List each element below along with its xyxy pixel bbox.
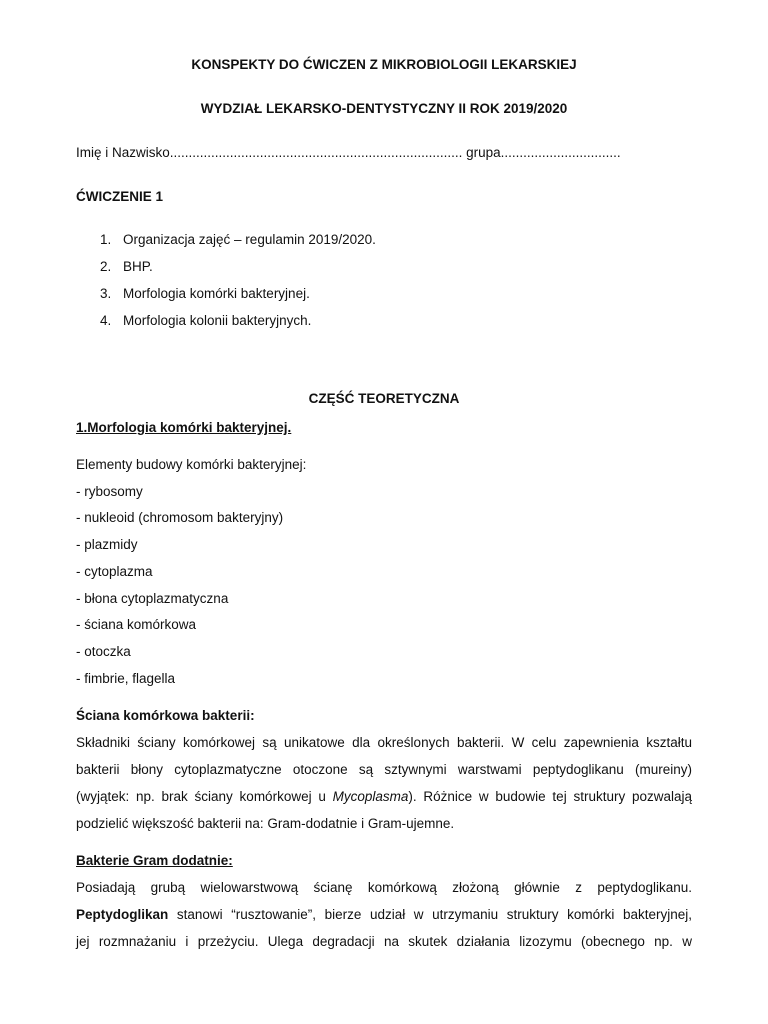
list-item-number: 4. — [100, 313, 112, 328]
cell-wall-line: podzielić większość bakterii na: Gram-dodatnie i Gram-ujemne. — [76, 816, 455, 831]
theory-heading: CZĘŚĆ TEORETYCZNA — [308, 391, 460, 406]
list-item: - fimbrie, flagella — [76, 671, 176, 686]
list-item-number: 2. — [100, 259, 112, 274]
elements-intro: Elementy budowy komórki bakteryjnej: — [76, 457, 307, 472]
list-item: - otoczka — [76, 644, 131, 659]
text-segment: (wyjątek: np. brak ściany komórkowej u — [76, 789, 333, 804]
list-item-number: 3. — [100, 286, 112, 301]
document-subtitle: WYDZIAŁ LEKARSKO-DENTYSTYCZNY II ROK 2019/2020 — [200, 101, 568, 116]
text-segment: stanowi “rusztowanie”, bierze udział w utrzymaniu struktury komórki bakteryjnej, — [168, 907, 692, 922]
list-item-text: Morfologia komórki bakteryjnej. — [123, 286, 310, 301]
document-title: KONSPEKTY DO ĆWICZEN Z MIKROBIOLOGII LEKARSKIEJ — [191, 57, 577, 72]
cell-wall-heading: Ściana komórkowa bakterii: — [76, 708, 255, 723]
italic-term: Mycoplasma — [332, 789, 409, 804]
list-item-text: Organizacja zajęć – regulamin 2019/2020. — [123, 232, 376, 247]
list-item: - rybosomy — [76, 484, 143, 499]
text-segment: ). Różnice w budowie tej struktury pozwalają — [408, 789, 692, 804]
cell-wall-line — [76, 789, 692, 804]
gram-positive-line: Posiadają grubą wielowarstwową ścianę komórkową złożoną głównie z peptydoglikanu. — [76, 880, 692, 895]
exercise-heading: ĆWICZENIE 1 — [76, 189, 164, 204]
list-item: - błona cytoplazmatyczna — [76, 591, 229, 606]
name-group-line: Imię i Nazwisko.............................................................................. grupa................................ — [76, 145, 621, 160]
gram-positive-line: jej rozmnażaniu i przeżyciu. Ulega degradacji na skutek działania lizozymu (obecnego np. w — [76, 934, 692, 949]
list-item: - ściana komórkowa — [76, 617, 197, 632]
list-item: - nukleoid (chromosom bakteryjny) — [76, 510, 284, 525]
list-item: - plazmidy — [76, 537, 138, 552]
list-item-number: 1. — [100, 232, 112, 247]
bold-term: Peptydoglikan — [76, 907, 169, 922]
gram-positive-line — [76, 907, 692, 922]
cell-wall-line: Składniki ściany komórkowej są unikatowe dla określonych bakterii. W celu zapewnienia kształtu — [76, 735, 692, 750]
list-item: - cytoplazma — [76, 564, 153, 579]
list-item-text: BHP. — [123, 259, 153, 274]
theory-subheading: 1.Morfologia komórki bakteryjnej. — [76, 420, 292, 435]
list-item-text: Morfologia kolonii bakteryjnych. — [123, 313, 312, 328]
gram-positive-heading: Bakterie Gram dodatnie: — [76, 853, 233, 868]
cell-wall-line: bakterii błony cytoplazmatyczne otoczone są sztywnymi warstwami peptydoglikanu (mureiny) — [76, 762, 692, 777]
